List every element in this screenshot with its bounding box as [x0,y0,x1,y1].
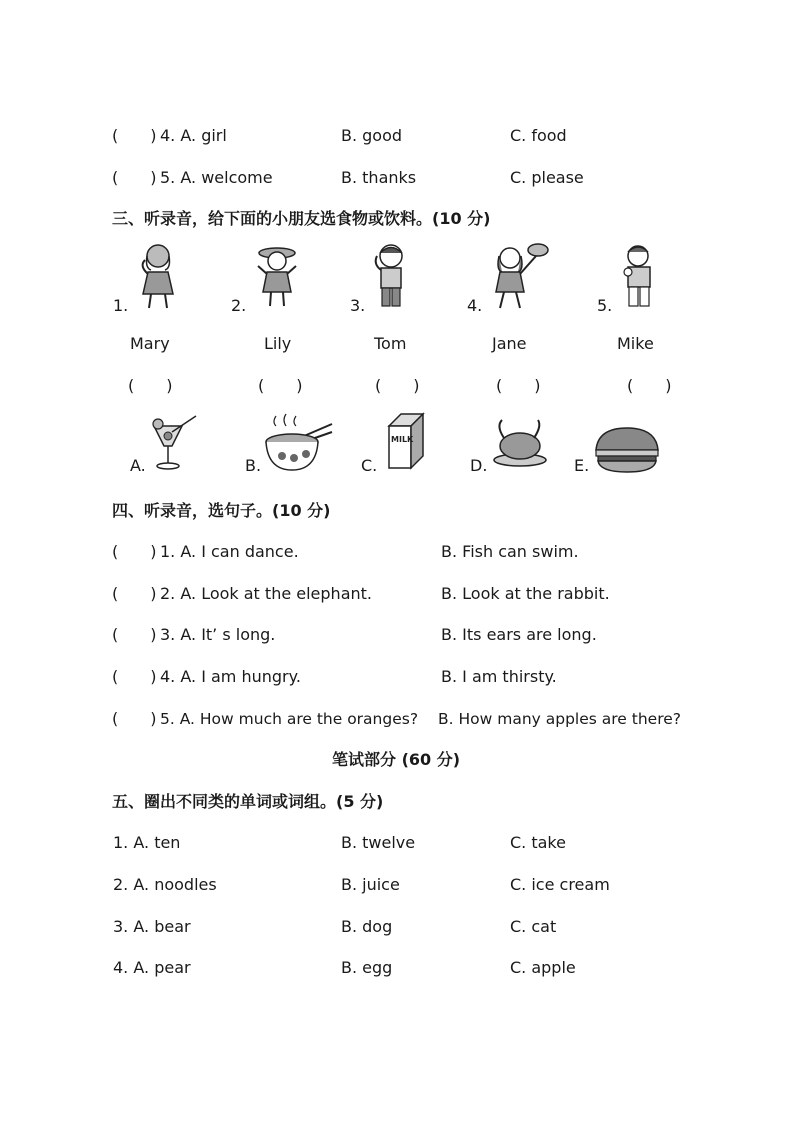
option-a: 5. A. welcome [160,168,273,187]
option-c[interactable]: C. cat [510,917,557,936]
food-letter: E. [574,456,590,475]
child-boy-tom-icon [371,242,411,312]
option-b[interactable]: B. juice [341,875,400,894]
child-number: 4. [467,296,483,315]
answer-bracket[interactable]: ( ) [258,376,303,395]
option-a: 5. A. How much are the oranges? [160,710,419,728]
option-b[interactable]: B. twelve [341,833,416,852]
option-c[interactable]: C. ice cream [510,875,610,894]
milk-label: MILK [391,435,414,444]
option-c[interactable]: C. take [510,833,566,852]
option-b: B. How many apples are there? [438,710,681,728]
answer-bracket[interactable]: ( ) [112,126,157,145]
answer-bracket[interactable]: ( ) [112,584,157,603]
option-a: 1. A. I can dance. [160,542,299,561]
milk-carton-icon [381,410,431,472]
child-name: Jane [492,334,527,353]
noodles-bowl-icon [262,412,334,474]
option-a: 4. A. I am hungry. [160,667,301,686]
child-girl-mary-icon [133,242,183,312]
child-girl-lily-icon [255,244,299,310]
child-name: Tom [374,334,407,353]
child-name: Mary [130,334,170,353]
option-a[interactable]: 2. A. noodles [113,875,217,894]
answer-bracket[interactable]: ( ) [112,667,157,686]
option-b: B. good [341,126,403,145]
child-girl-jane-icon [488,240,550,312]
option-b: B. Its ears are long. [441,625,597,644]
answer-bracket[interactable]: ( ) [128,376,173,395]
child-number: 3. [350,296,366,315]
juice-drink-icon [148,414,204,474]
option-b: B. Look at the rabbit. [441,584,610,603]
option-b: B. I am thirsty. [441,667,557,686]
child-number: 5. [597,296,613,315]
option-c: C. food [510,126,567,145]
food-letter: D. [470,456,488,475]
answer-bracket[interactable]: ( ) [112,168,157,187]
option-b[interactable]: B. dog [341,917,393,936]
answer-bracket[interactable]: ( ) [112,709,157,728]
option-a: 3. A. It’ s long. [160,625,276,644]
food-letter: A. [130,456,146,475]
child-number: 2. [231,296,247,315]
roast-chicken-icon [490,416,548,470]
option-b[interactable]: B. egg [341,958,393,977]
option-a[interactable]: 3. A. bear [113,917,191,936]
option-a: 2. A. Look at the elephant. [160,584,372,603]
option-a[interactable]: 1. A. ten [113,833,181,852]
food-letter: B. [245,456,262,475]
option-b: B. Fish can swim. [441,542,579,561]
child-name: Mike [617,334,654,353]
option-b: B. thanks [341,168,417,187]
child-number: 1. [113,296,129,315]
option-a[interactable]: 4. A. pear [113,958,191,977]
section-heading: 四、听录音，选句子。(10 分) [112,501,331,520]
hamburger-icon [592,426,662,474]
answer-bracket[interactable]: ( ) [112,625,157,644]
child-name: Lily [264,334,292,353]
option-c[interactable]: C. apple [510,958,576,977]
section-heading: 五、圈出不同类的单词或词组。(5 分) [112,792,384,811]
answer-bracket[interactable]: ( ) [375,376,420,395]
written-part-heading: 笔试部分 (60 分) [332,750,461,769]
answer-bracket[interactable]: ( ) [627,376,672,395]
food-letter: C. [361,456,378,475]
answer-bracket[interactable]: ( ) [112,542,157,561]
option-c: C. please [510,168,584,187]
option-a: 4. A. girl [160,126,227,145]
child-boy-mike-icon [616,242,662,312]
section-heading: 三、听录音，给下面的小朋友选食物或饮料。(10 分) [112,209,491,228]
answer-bracket[interactable]: ( ) [496,376,541,395]
